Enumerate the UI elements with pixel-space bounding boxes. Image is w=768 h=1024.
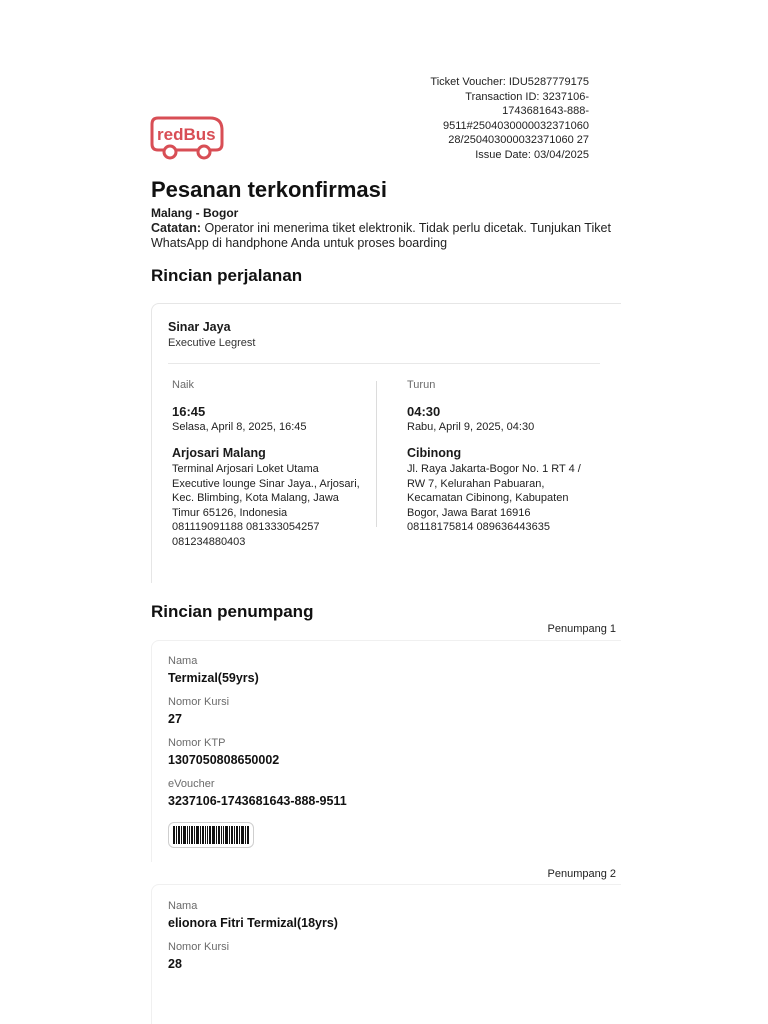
bus-logo-icon <box>150 114 225 162</box>
barcode-icon <box>173 826 249 844</box>
operator-name: Sinar Jaya <box>168 320 231 334</box>
seat-label: Nomor Kursi <box>168 941 230 953</box>
redbus-logo <box>150 114 225 162</box>
trip-divider <box>168 363 600 364</box>
dropping-phones: 08118175814 089636443635 <box>407 521 550 534</box>
boarding-address: Terminal Arjosari Loket Utama Executive lounge Sinar Jaya., Arjosari, Kec. Blimbing, Kota Malang, Jawa Timur 65126, Indonesia <box>172 463 360 519</box>
boarding-date: Selasa, April 8, 2025, 16:45 <box>172 421 307 433</box>
dropping-label: Turun <box>407 379 436 391</box>
passenger-1-voucher-field <box>168 778 347 808</box>
passenger-1-voucher: 3237106-1743681643-888-9511 <box>168 794 347 808</box>
boarding-phones: 081119091188 081333054257 081234880403 <box>172 521 320 548</box>
passenger-1-header: Penumpang 1 <box>547 623 616 635</box>
passenger-1-name: Termizal(59yrs) <box>168 671 259 685</box>
note-text: Operator ini menerima tiket elektronik. Tidak perlu dicetak. Tunjukan Tiket WhatsApp di handphone Anda untuk proses boarding <box>151 221 611 250</box>
dropping-time: 04:30 <box>407 404 441 419</box>
passenger-1-ktp: 1307050808650002 <box>168 753 280 767</box>
passenger-1-ktp-field <box>168 737 279 767</box>
passenger-1-seat: 27 <box>168 712 182 726</box>
boarding-time: 16:45 <box>172 404 206 419</box>
dropping-column <box>407 379 587 535</box>
name-label: Nama <box>168 655 198 667</box>
boarding-place: Arjosari Malang <box>172 446 266 460</box>
name-label: Nama <box>168 900 198 912</box>
transaction-id-line-3: 9511#2504030000032371060 <box>442 119 589 132</box>
ktp-label: Nomor KTP <box>168 737 226 749</box>
boarding-column <box>172 379 362 550</box>
transaction-id-line-2: 1743681643-888- <box>502 105 589 118</box>
bus-type: Executive Legrest <box>168 337 256 349</box>
passenger-2-name: elionora Fitri Termizal(18yrs) <box>168 916 338 930</box>
passenger-section-title: Rincian penumpang <box>151 602 314 621</box>
dropping-place: Cibinong <box>407 446 462 460</box>
voucher-label: eVoucher <box>168 778 215 790</box>
logo-text: redBus <box>157 125 216 144</box>
passenger-1-name-field <box>168 655 259 685</box>
seat-label: Nomor Kursi <box>168 696 230 708</box>
trip-section-title: Rincian perjalanan <box>151 266 303 285</box>
route: Malang - Bogor <box>151 206 239 220</box>
passenger-card-2 <box>151 884 621 1024</box>
ticket-header-meta <box>400 75 589 163</box>
issue-date: Issue Date: 03/04/2025 <box>475 148 589 161</box>
dropping-date: Rabu, April 9, 2025, 04:30 <box>407 421 535 433</box>
dropping-address: Jl. Raya Jakarta-Bogor No. 1 RT 4 / RW 7, Kelurahan Pabuaran, Kecamatan Cibinong, Kabupaten Bogor, Jawa Barat 16916 <box>407 463 581 519</box>
passenger-2-seat: 28 <box>168 957 182 971</box>
trip-card <box>151 303 621 583</box>
boarding-label: Naik <box>172 379 195 391</box>
passenger-2-header: Penumpang 2 <box>547 868 616 880</box>
passenger-2-name-field <box>168 900 338 930</box>
booking-note <box>151 221 621 251</box>
transaction-id-line-1: Transaction ID: 3237106- <box>465 90 589 103</box>
passenger-1-seat-field <box>168 696 229 726</box>
ticket-voucher: Ticket Voucher: IDU5287779175 <box>430 76 589 88</box>
barcode <box>168 822 254 848</box>
passenger-card-1 <box>151 640 621 862</box>
note-label: Catatan: <box>151 221 202 235</box>
page-title: Pesanan terkonfirmasi <box>151 177 387 202</box>
column-divider <box>376 381 377 527</box>
passenger-2-seat-field <box>168 941 229 971</box>
transaction-id-line-4: 28/250403000032371060 27 <box>448 134 589 147</box>
